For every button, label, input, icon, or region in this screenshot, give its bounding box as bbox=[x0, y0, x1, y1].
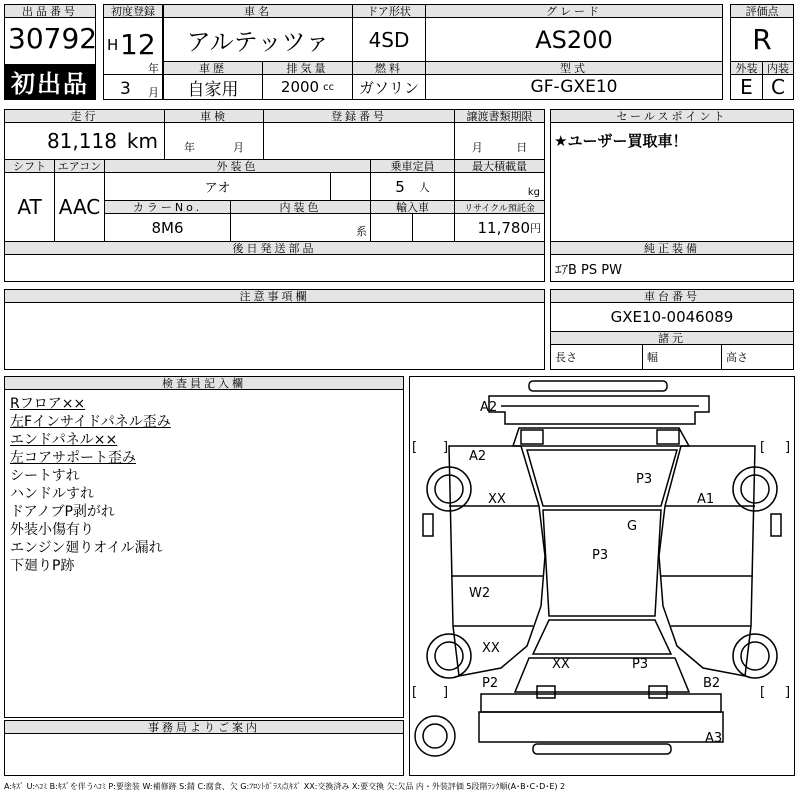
damage-mark: XX bbox=[482, 641, 500, 656]
office-label: 事務局よりご案内 bbox=[4, 720, 404, 734]
damage-mark: W2 bbox=[469, 586, 491, 601]
grade: AS200 bbox=[425, 17, 723, 62]
color-extra bbox=[330, 172, 371, 201]
load-unit: kg bbox=[527, 187, 540, 198]
reg-divider bbox=[103, 74, 163, 75]
interior-grade: C bbox=[762, 74, 794, 100]
displacement-value: 2000 bbox=[280, 78, 320, 96]
inspector-note: 外装小傷有り bbox=[10, 522, 94, 538]
bracket-mark: [ bbox=[412, 440, 418, 455]
capacity: 5 bbox=[395, 177, 405, 196]
damage-mark: XX bbox=[552, 657, 570, 672]
width-label: 幅 bbox=[647, 351, 658, 364]
load-cell bbox=[454, 172, 545, 201]
inspection-year-unit: 年 bbox=[184, 141, 195, 154]
inspection-cell bbox=[164, 122, 264, 160]
car-diagram bbox=[409, 376, 795, 776]
length-label: 長さ bbox=[555, 351, 577, 364]
recycle: 11,780 bbox=[477, 218, 530, 237]
import-cell-a bbox=[370, 213, 413, 242]
interior-color-unit: 系 bbox=[356, 225, 367, 238]
capacity-unit: 人 bbox=[418, 180, 430, 194]
dims-label: 諸元 bbox=[550, 331, 794, 345]
lot-number: 30792 bbox=[8, 22, 98, 55]
legend: A:ｷｽﾞ U:ﾍｺﾐ B:ｷｽﾞを伴うﾍｺﾐ P:要塗装 W:補修跡 S:錆 C:腐食、欠 G:ﾌﾛﾝﾄｶﾞﾗｽ点ｷｽﾞ XX:交換済み X:要交換 欠:欠品 内・外装評価 5段階ﾗﾝｸ順(A･B･C･D･E) 2 bbox=[4, 782, 566, 791]
damage-mark: A2 bbox=[469, 449, 487, 464]
era: H bbox=[107, 36, 119, 54]
transfer-cell bbox=[454, 122, 545, 160]
damage-mark: P2 bbox=[482, 676, 499, 691]
width-cell bbox=[642, 344, 722, 370]
inspector-note: ドアノブP剥がれ bbox=[10, 504, 115, 520]
damage-mark: P3 bbox=[632, 657, 649, 672]
inspector-note: 下廻りP跡 bbox=[10, 558, 75, 574]
damage-mark: G bbox=[627, 519, 638, 534]
inspector-note: エンドパネル×× bbox=[10, 432, 118, 448]
import-cell-b bbox=[412, 213, 455, 242]
color-no: 8M6 bbox=[104, 213, 231, 242]
fuel-label: 燃料 bbox=[352, 61, 426, 75]
inspector-note: 左コアサポート歪み bbox=[10, 450, 136, 466]
history-label: 車歴 bbox=[163, 61, 263, 75]
door-type: 4SD bbox=[352, 17, 426, 62]
mileage: 81,118 bbox=[46, 129, 117, 153]
damage-mark: P3 bbox=[636, 472, 653, 487]
bracket-mark: [ bbox=[412, 685, 418, 700]
reg-year: 12 bbox=[120, 28, 156, 61]
fuel: ガソリン bbox=[352, 74, 426, 100]
month-unit: 月 bbox=[148, 86, 159, 99]
color: アオ bbox=[104, 172, 331, 201]
transfer-label: 譲渡書類期限 bbox=[454, 109, 545, 123]
inspector-notes bbox=[10, 395, 171, 575]
chassis-label: 車台番号 bbox=[550, 289, 794, 303]
interior-grade-label: 内装 bbox=[762, 61, 794, 75]
exterior-grade-label: 外装 bbox=[730, 61, 763, 75]
inspector-note: エンジン廻りオイル漏れ bbox=[10, 540, 163, 556]
model: GF-GXE10 bbox=[425, 74, 723, 100]
damage-mark: B2 bbox=[703, 676, 721, 691]
interior-color-cell bbox=[230, 213, 371, 242]
equipment: ｴｱB PS PW bbox=[550, 254, 794, 282]
shift: AT bbox=[4, 172, 55, 242]
grade-label: グレード bbox=[425, 4, 723, 18]
color-no-label: カラーNo. bbox=[104, 200, 231, 214]
sales-point-label: セールスポイント bbox=[550, 109, 794, 123]
later-parts-box bbox=[4, 254, 545, 282]
bracket-mark: ] bbox=[785, 685, 791, 700]
inspector-note: ハンドルすれ bbox=[10, 486, 94, 502]
ac-label: エアコン bbox=[54, 159, 105, 173]
length-cell bbox=[550, 344, 643, 370]
capacity-cell bbox=[370, 172, 455, 201]
lot-label: 出品番号 bbox=[4, 4, 96, 18]
recycle-cell bbox=[454, 213, 545, 242]
damage-mark: A3 bbox=[705, 731, 723, 746]
inspector-note: 左Fインサイドパネル歪み bbox=[10, 414, 171, 430]
damage-mark: A2 bbox=[480, 400, 498, 415]
mileage-unit: km bbox=[126, 129, 158, 153]
damage-mark: XX bbox=[488, 492, 506, 507]
plate-cell bbox=[263, 122, 455, 160]
recycle-label: リサイクル預託金 bbox=[454, 200, 545, 214]
reg-month: 3 bbox=[120, 79, 131, 99]
bracket-mark: ] bbox=[443, 440, 449, 455]
damage-mark: P3 bbox=[592, 548, 609, 563]
plate-label: 登録番号 bbox=[263, 109, 455, 123]
car-name: アルテッツァ bbox=[163, 17, 353, 62]
bracket-mark: [ bbox=[760, 685, 766, 700]
inspector-note: シートすれ bbox=[10, 468, 80, 484]
interior-color-label: 内装色 bbox=[230, 200, 371, 214]
displacement bbox=[262, 74, 353, 100]
door-label: ドア形状 bbox=[352, 4, 426, 18]
displacement-label: 排気量 bbox=[262, 61, 353, 75]
inspector-note: Rフロア×× bbox=[10, 396, 86, 412]
sales-point: ★ユーザー買取車！ bbox=[554, 132, 688, 150]
load-label: 最大積載量 bbox=[454, 159, 545, 173]
bracket-mark: ] bbox=[443, 685, 449, 700]
caution-label: 注意事項欄 bbox=[4, 289, 545, 303]
inspection-label: 車検 bbox=[164, 109, 264, 123]
sales-point-box bbox=[550, 109, 794, 242]
car-name-label: 車名 bbox=[163, 4, 353, 18]
color-label: 外装色 bbox=[104, 159, 371, 173]
history: 自家用 bbox=[163, 74, 263, 100]
capacity-label: 乗車定員 bbox=[370, 159, 455, 173]
first-listing-badge: 初出品 bbox=[5, 64, 95, 99]
mileage-label: 走行 bbox=[4, 109, 165, 123]
displacement-unit: cc bbox=[323, 81, 335, 93]
transfer-month-unit: 月 bbox=[471, 141, 483, 154]
registration-label: 初度登録 bbox=[103, 4, 163, 18]
ac: AAC bbox=[54, 172, 105, 242]
shift-label: シフト bbox=[4, 159, 55, 173]
height-label: 高さ bbox=[726, 351, 748, 364]
recycle-unit: 円 bbox=[530, 221, 541, 235]
height-cell bbox=[721, 344, 794, 370]
score-label: 評価点 bbox=[730, 4, 794, 18]
bracket-mark: ] bbox=[785, 440, 791, 455]
model-label: 型式 bbox=[425, 61, 723, 75]
caution-box bbox=[4, 302, 545, 370]
transfer-day-unit: 日 bbox=[516, 141, 528, 154]
exterior-grade: E bbox=[730, 74, 763, 100]
bracket-mark: [ bbox=[760, 440, 766, 455]
chassis-number: GXE10-0046089 bbox=[550, 302, 794, 332]
inspection-month-unit: 月 bbox=[233, 141, 244, 154]
damage-mark: A1 bbox=[697, 492, 715, 507]
later-parts-label: 後日発送部品 bbox=[4, 241, 545, 255]
score: R bbox=[730, 17, 794, 62]
import-label: 輸入車 bbox=[370, 200, 455, 214]
inspector-label: 検査員記入欄 bbox=[4, 376, 404, 390]
mileage-cell bbox=[4, 122, 165, 160]
equipment-label: 純正装備 bbox=[550, 241, 794, 255]
year-unit: 年 bbox=[148, 62, 159, 75]
office-box bbox=[4, 733, 404, 776]
